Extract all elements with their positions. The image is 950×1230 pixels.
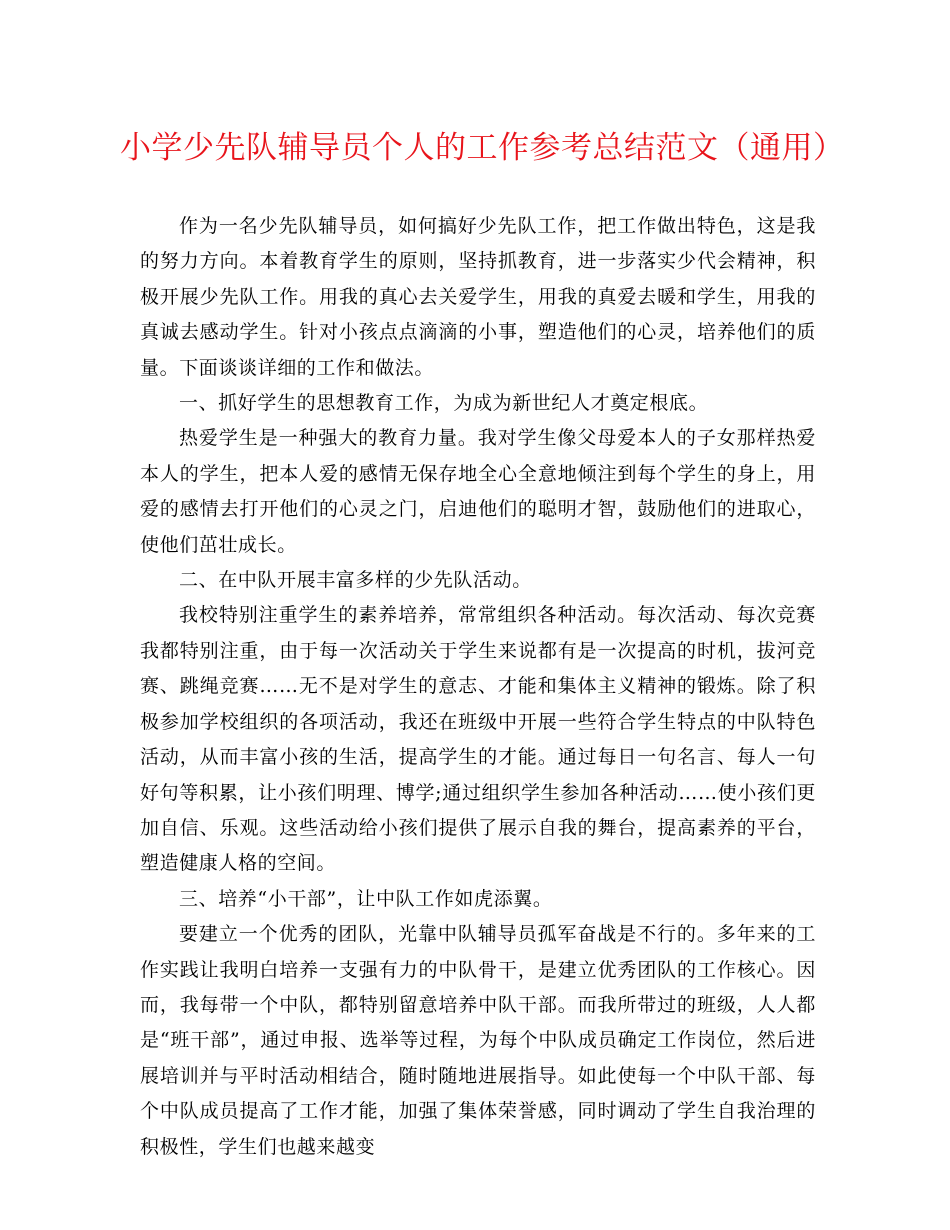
section-heading-1: 一、抓好学生的思想教育工作，为成为新世纪人才奠定根底。 <box>179 392 709 415</box>
document-title: 小学少先队辅导员个人的工作参考总结范文（通用） <box>120 130 845 166</box>
section-heading-2: 二、在中队开展丰富多样的少先队活动。 <box>179 569 532 592</box>
paragraph-intro: 作为一名少先队辅导员，如何搞好少先队工作，把工作做出特色，这是我的努力方向。本着教育学生的原则，坚持抓教育，进一步落实少代会精神，积极开展少先队工作。用我的真心去关爱学生，用我的真爱去暖和学生，用我的真诚去感动学生。针对小孩点点滴滴的小事，塑造他们的心灵，培养他们的质量。下面谈谈详细的工作和做法。 <box>140 215 816 379</box>
paragraph-section-2: 我校特别注重学生的素养培养，常常组织各种活动。每次活动、每次竞赛我都特别注重，由于每一次活动关于学生来说都有是一次提高的时机，拔河竞赛、跳绳竞赛……无不是对学生的意志、才能和集体主义精神的锻炼。除了积极参加学校组织的各项活动，我还在班级中开展一些符合学生特点的中队特色活动，从而丰富小孩的生活，提高学生的才能。通过每日一句名言、每人一句好句等积累，让小孩们明理、博学;通过组织学生参加各种活动……使小孩们更加自信、乐观。这些活动给小孩们提供了展示自我的舞台，提高素养的平台，塑造健康人格的空间。 <box>140 604 816 875</box>
section-heading-3: 三、培养“小干部”，让中队工作如虎添翼。 <box>179 887 553 910</box>
document-body <box>140 209 816 1165</box>
paragraph-section-3: 要建立一个优秀的团队，光靠中队辅导员孤军奋战是不行的。多年来的工作实践让我明白培养一支强有力的中队骨干，是建立优秀团队的工作核心。因而，我每带一个中队，都特别留意培养中队干部。而我所带过的班级，人人都是“班干部”，通过申报、选举等过程，为每个中队成员确定工作岗位，然后进展培训并与平时活动相结合，随时随地进展指导。如此使每一个中队干部、每个中队成员提高了工作才能，加强了集体荣誉感，同时调动了学生自我治理的积极性，学生们也越来越变 <box>140 923 816 1158</box>
paragraph-section-1: 热爱学生是一种强大的教育力量。我对学生像父母爱本人的子女那样热爱本人的学生，把本人爱的感情无保存地全心全意地倾注到每个学生的身上，用爱的感情去打开他们的心灵之门，启迪他们的聪明才智，鼓励他们的进取心，使他们茁壮成长。 <box>140 427 816 556</box>
